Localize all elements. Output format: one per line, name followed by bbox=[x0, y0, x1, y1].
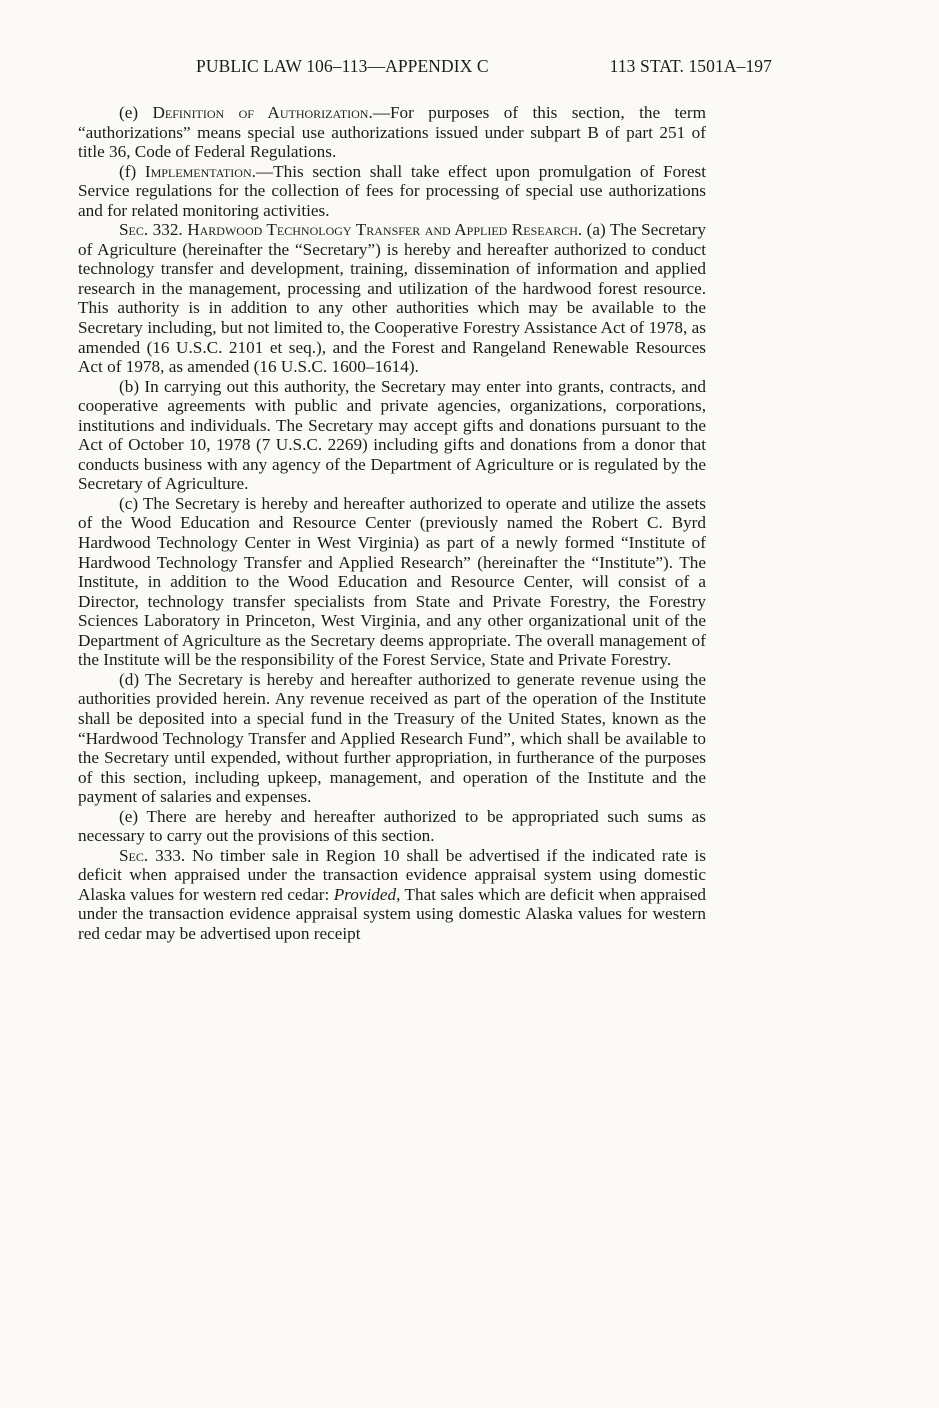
section-number: Sec. 333. bbox=[119, 845, 186, 865]
body-text bbox=[78, 103, 706, 944]
paragraph-text: —For purposes of this section, the term “authorizations” means special use authorizations issued under subpart B of part 251 of title 36, Code of Federal Regulations. bbox=[78, 103, 706, 162]
statute-citation: 113 STAT. 1501A–197 bbox=[609, 56, 772, 76]
paragraph-implementation bbox=[78, 162, 706, 221]
subsection-label: (e) bbox=[119, 103, 153, 122]
paragraph-text: (a) The Secretary of Agriculture (hereinafter the “Secretary”) is hereby and hereafter authorized to conduct technology transfer and development, training, dissemination of information and applied research in the management, processing and utilization of the hardwood forest resource. This authority is in addition to any other authorities which may be available to the Secretary including, but not limited to, the Cooperative Forestry Assistance Act of 1978, as amended (16 U.S.C. 2101 et seq.), and the Forest and Rangeland Renewable Resources Act of 1978, as amended (16 U.S.C. 1600–1614). bbox=[78, 220, 706, 377]
paragraph-text: (c) The Secretary is hereby and hereafter authorized to operate and utilize the assets of the Wood Education and Resource Center (previously named the Robert C. Byrd Hardwood Technology Center in West Virginia) as part of a newly formed “Institute of Hardwood Technology Transfer and Applied Research” (hereinafter the “Institute”). The Institute, in addition to the Wood Education and Resource Center, will consist of a Director, technology transfer specialists from State and Private Forestry, the Forestry Sciences Laboratory in Princeton, West Virginia, and any other organizational unit of the Department of Agriculture as the Secretary deems appropriate. The overall management of the Institute will be the responsibility of the Forest Service, State and Private Forestry. bbox=[78, 493, 706, 670]
paragraph-text: No timber sale in Region 10 shall be advertised if the indicated rate is deficit when appraised under the transaction evidence appraisal system using domestic Alaska values for western red cedar: bbox=[78, 845, 706, 904]
paragraph-section-333 bbox=[78, 846, 706, 944]
paragraph-text: (b) In carrying out this authority, the Secretary may enter into grants, contracts, and cooperative agreements with public and private agencies, organizations, corporations, institutions and individuals. The Secretary may accept gifts and donations pursuant to the Act of October 10, 1978 (7 U.S.C. 2269) including gifts and donations from a donor that conducts business with any agency of the Department of Agriculture or is regulated by the Secretary of Agriculture. bbox=[78, 376, 706, 494]
section-number: Sec. 332. bbox=[119, 220, 188, 240]
paragraph-332-b bbox=[78, 377, 706, 494]
subsection-heading: Implementation. bbox=[144, 161, 256, 181]
subsection-heading: Definition of Authorization. bbox=[152, 103, 373, 122]
paragraph-text: , That sales which are deficit when appraised under the transaction evidence appraisal system using domestic Alaska values for western red cedar may be advertised upon receipt bbox=[78, 884, 706, 943]
running-head bbox=[78, 56, 772, 84]
paragraph-section-332 bbox=[78, 220, 706, 376]
paragraph-text: —This section shall take effect upon promulgation of Forest Service regulations for the collection of fees for processing of special use authorizations and for related monitoring activities. bbox=[78, 161, 706, 220]
paragraph-text: (d) The Secretary is hereby and hereafter authorized to generate revenue using the authorities provided herein. Any revenue received as part of the operation of the Institute shall be deposited into a special fund in the Treasury of the United States, known as the “Hardwood Technology Transfer and Applied Research Fund”, which shall be available to the Secretary until expended, without further appropriation, in furtherance of the purposes of this section, including upkeep, management, and operation of the Institute and the payment of salaries and expenses. bbox=[78, 669, 706, 807]
paragraph-text: (e) There are hereby and hereafter authorized to be appropriated such sums as necessary to carry out the provisions of this section. bbox=[78, 806, 706, 846]
paragraph-definition-of-authorization bbox=[78, 103, 706, 162]
provided-proviso: Provided bbox=[333, 884, 397, 904]
document-page bbox=[78, 56, 772, 944]
section-heading: Hardwood Technology Transfer and Applied Research. bbox=[187, 220, 583, 240]
paragraph-332-c bbox=[78, 494, 706, 670]
paragraph-332-e bbox=[78, 807, 706, 846]
subsection-label: (f) bbox=[119, 161, 145, 181]
paragraph-332-d bbox=[78, 670, 706, 807]
law-title: PUBLIC LAW 106–113—APPENDIX C bbox=[196, 56, 489, 76]
